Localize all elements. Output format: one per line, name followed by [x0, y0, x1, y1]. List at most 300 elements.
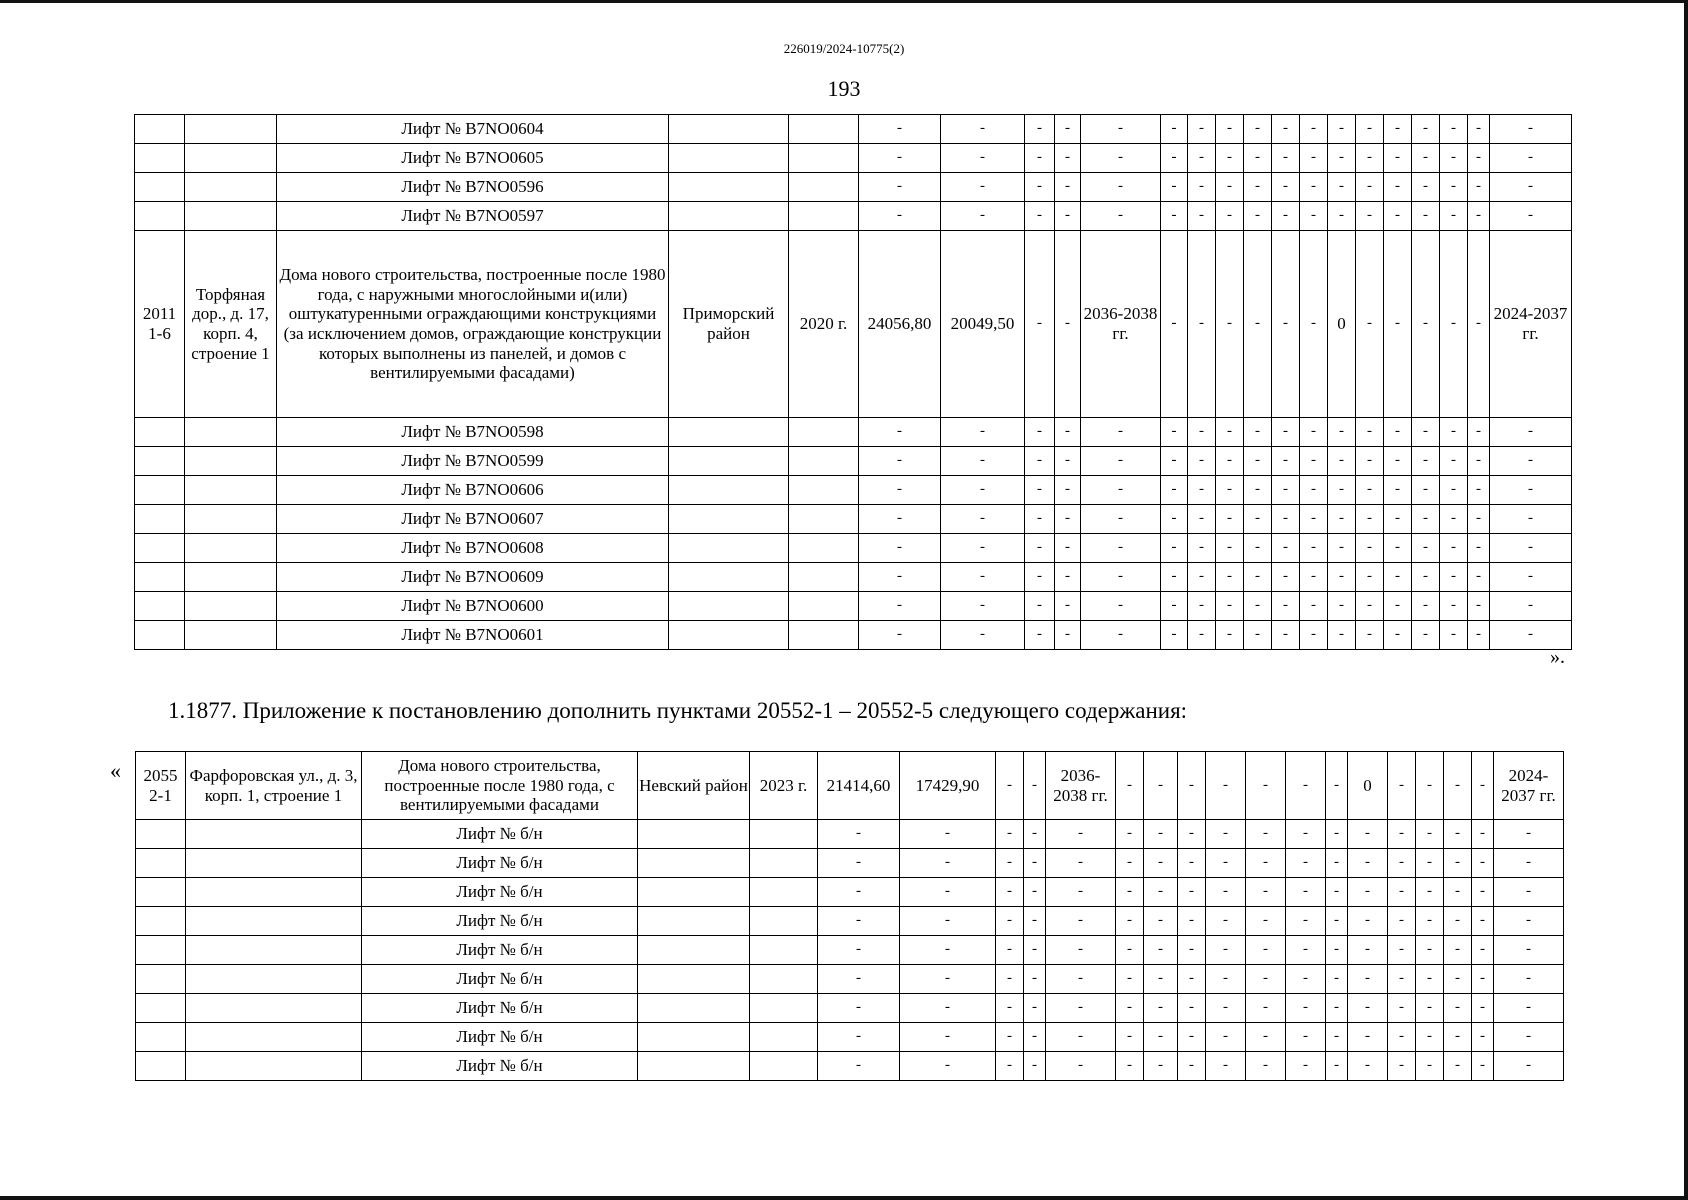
- dash-cell: -: [859, 476, 941, 505]
- dash-cell: -: [1055, 476, 1081, 505]
- dash-cell: -: [1348, 936, 1388, 965]
- dash-cell: -: [1300, 505, 1328, 534]
- dash-cell: -: [818, 878, 900, 907]
- dash-cell: -: [1356, 144, 1384, 173]
- lift-label: Лифт № В7NO0600: [277, 592, 669, 621]
- dash-cell: -: [1468, 534, 1490, 563]
- page-border-bottom: [0, 1196, 1688, 1200]
- empty-cell: [135, 476, 185, 505]
- dash-cell: -: [1468, 447, 1490, 476]
- dash-cell: -: [1246, 936, 1286, 965]
- lift-label: Лифт № В7NO0608: [277, 534, 669, 563]
- lift-label: Лифт № б/н: [362, 994, 638, 1023]
- empty-cell: [186, 1052, 362, 1081]
- table-row-lift: [135, 115, 1572, 144]
- page-border-top: [0, 0, 1688, 3]
- table-row-lift: [136, 965, 1564, 994]
- dash-cell: -: [1046, 965, 1116, 994]
- dash-cell: -: [1472, 820, 1494, 849]
- dash-cell: -: [1468, 563, 1490, 592]
- dash-cell: -: [1025, 418, 1055, 447]
- dash-cell: -: [1468, 621, 1490, 650]
- dash-cell: -: [1472, 1052, 1494, 1081]
- dash-cell: -: [1206, 907, 1246, 936]
- dash-cell: -: [1081, 144, 1161, 173]
- dash-cell: -: [941, 418, 1025, 447]
- empty-cell: [185, 173, 277, 202]
- dash-cell: -: [1025, 144, 1055, 173]
- dash-cell: -: [1388, 1023, 1416, 1052]
- dash-cell: -: [859, 592, 941, 621]
- dash-cell: -: [996, 849, 1024, 878]
- dash-cell: -: [1244, 563, 1272, 592]
- dash-cell: -: [1178, 907, 1206, 936]
- dash-cell: -: [1490, 563, 1572, 592]
- dash-cell: -: [1348, 907, 1388, 936]
- dash-cell: -: [1246, 878, 1286, 907]
- table-row-lift: [135, 476, 1572, 505]
- dash-cell: -: [900, 849, 996, 878]
- zero-cell: 0: [1348, 752, 1388, 820]
- dash-cell: -: [859, 563, 941, 592]
- dash-cell: -: [1161, 173, 1188, 202]
- dash-cell: -: [900, 1052, 996, 1081]
- dash-cell: -: [1468, 144, 1490, 173]
- empty-cell: [789, 534, 859, 563]
- dash-cell: -: [996, 820, 1024, 849]
- dash-cell: -: [1328, 447, 1356, 476]
- dash-cell: -: [1388, 752, 1416, 820]
- dash-cell: -: [1356, 173, 1384, 202]
- dash-cell: -: [859, 447, 941, 476]
- dash-cell: -: [1081, 202, 1161, 231]
- dash-cell: -: [1388, 878, 1416, 907]
- table-row-lift: [136, 994, 1564, 1023]
- dash-cell: -: [1468, 592, 1490, 621]
- dash-cell: -: [1328, 173, 1356, 202]
- dash-cell: -: [1328, 505, 1356, 534]
- dash-cell: -: [1081, 563, 1161, 592]
- dash-cell: -: [1244, 621, 1272, 650]
- dash-cell: -: [1356, 115, 1384, 144]
- empty-cell: [789, 621, 859, 650]
- dash-cell: -: [1416, 1023, 1444, 1052]
- dash-cell: -: [859, 534, 941, 563]
- empty-cell: [638, 849, 750, 878]
- dash-cell: -: [1494, 1052, 1564, 1081]
- dash-cell: -: [1144, 878, 1178, 907]
- dash-cell: -: [1468, 418, 1490, 447]
- empty-cell: [638, 1023, 750, 1052]
- lift-label: Лифт № б/н: [362, 820, 638, 849]
- dash-cell: -: [1206, 1023, 1246, 1052]
- empty-cell: [185, 202, 277, 231]
- dash-cell: -: [1326, 752, 1348, 820]
- empty-cell: [185, 621, 277, 650]
- dash-cell: -: [1024, 752, 1046, 820]
- housing-table-2: [135, 751, 1564, 1081]
- dash-cell: -: [996, 752, 1024, 820]
- dash-cell: -: [1356, 592, 1384, 621]
- dash-cell: -: [1144, 820, 1178, 849]
- dash-cell: -: [1046, 936, 1116, 965]
- dash-cell: -: [1440, 563, 1468, 592]
- dash-cell: -: [1161, 202, 1188, 231]
- dash-cell: -: [1144, 907, 1178, 936]
- dash-cell: -: [1326, 849, 1348, 878]
- dash-cell: -: [941, 505, 1025, 534]
- dash-cell: -: [1348, 1023, 1388, 1052]
- dash-cell: -: [1206, 849, 1246, 878]
- dash-cell: -: [1494, 907, 1564, 936]
- dash-cell: -: [941, 144, 1025, 173]
- table-row-lift: [135, 202, 1572, 231]
- dash-cell: -: [1472, 1023, 1494, 1052]
- dash-cell: -: [996, 878, 1024, 907]
- dash-cell: -: [1286, 1052, 1326, 1081]
- dash-cell: -: [1348, 878, 1388, 907]
- area-total-cell: 21414,60: [818, 752, 900, 820]
- dash-cell: -: [1300, 476, 1328, 505]
- dash-cell: -: [859, 144, 941, 173]
- lift-label: Лифт № В7NO0601: [277, 621, 669, 650]
- dash-cell: -: [1244, 202, 1272, 231]
- dash-cell: -: [1244, 173, 1272, 202]
- dash-cell: -: [1024, 820, 1046, 849]
- dash-cell: -: [1081, 447, 1161, 476]
- dash-cell: -: [1356, 534, 1384, 563]
- table-row-lift: [136, 907, 1564, 936]
- dash-cell: -: [996, 936, 1024, 965]
- dash-cell: -: [1444, 1023, 1472, 1052]
- empty-cell: [185, 476, 277, 505]
- dash-cell: -: [941, 115, 1025, 144]
- dash-cell: -: [1490, 418, 1572, 447]
- dash-cell: -: [1472, 994, 1494, 1023]
- dash-cell: -: [1046, 994, 1116, 1023]
- dash-cell: -: [1416, 965, 1444, 994]
- dash-cell: -: [1024, 994, 1046, 1023]
- amendment-paragraph: 1.1877. Приложение к постановлению дополнить пунктами 20552-1 – 20552-5 следующего содержания:: [168, 698, 1188, 723]
- dash-cell: -: [1494, 849, 1564, 878]
- dash-cell: -: [1388, 849, 1416, 878]
- dash-cell: -: [859, 505, 941, 534]
- dash-cell: -: [1384, 563, 1412, 592]
- empty-cell: [750, 1023, 818, 1052]
- dash-cell: -: [1384, 476, 1412, 505]
- empty-cell: [135, 534, 185, 563]
- empty-cell: [185, 447, 277, 476]
- dash-cell: -: [1300, 563, 1328, 592]
- dash-cell: -: [1216, 476, 1244, 505]
- dash-cell: -: [1356, 447, 1384, 476]
- dash-cell: -: [818, 1023, 900, 1052]
- lift-label: Лифт № б/н: [362, 907, 638, 936]
- dash-cell: -: [1494, 1023, 1564, 1052]
- dash-cell: -: [1494, 878, 1564, 907]
- dash-cell: -: [1188, 231, 1216, 418]
- dash-cell: -: [1161, 505, 1188, 534]
- dash-cell: -: [1188, 173, 1216, 202]
- empty-cell: [136, 849, 186, 878]
- dash-cell: -: [818, 936, 900, 965]
- dash-cell: -: [1412, 144, 1440, 173]
- dash-cell: -: [1412, 115, 1440, 144]
- empty-cell: [185, 115, 277, 144]
- dash-cell: -: [1244, 447, 1272, 476]
- year-cell: 2020 г.: [789, 231, 859, 418]
- dash-cell: -: [1328, 115, 1356, 144]
- dash-cell: -: [859, 115, 941, 144]
- empty-cell: [669, 505, 789, 534]
- dash-cell: -: [1328, 418, 1356, 447]
- dash-cell: -: [1286, 878, 1326, 907]
- table-row-lift: [135, 505, 1572, 534]
- dash-cell: -: [1161, 592, 1188, 621]
- empty-cell: [135, 505, 185, 534]
- dash-cell: -: [1440, 144, 1468, 173]
- dash-cell: -: [1490, 476, 1572, 505]
- dash-cell: -: [1055, 231, 1081, 418]
- dash-cell: -: [1348, 849, 1388, 878]
- empty-cell: [186, 820, 362, 849]
- empty-cell: [669, 621, 789, 650]
- dash-cell: -: [1188, 115, 1216, 144]
- dash-cell: -: [1472, 878, 1494, 907]
- dash-cell: -: [1384, 115, 1412, 144]
- empty-cell: [669, 202, 789, 231]
- empty-cell: [135, 202, 185, 231]
- dash-cell: -: [818, 994, 900, 1023]
- dash-cell: -: [1206, 820, 1246, 849]
- dash-cell: -: [1444, 878, 1472, 907]
- dash-cell: -: [1444, 1052, 1472, 1081]
- dash-cell: -: [1055, 418, 1081, 447]
- dash-cell: -: [1216, 173, 1244, 202]
- dash-cell: -: [1494, 994, 1564, 1023]
- empty-cell: [638, 820, 750, 849]
- dash-cell: -: [1206, 965, 1246, 994]
- dash-cell: -: [859, 202, 941, 231]
- dash-cell: -: [1416, 752, 1444, 820]
- dash-cell: -: [1348, 820, 1388, 849]
- dash-cell: -: [1246, 849, 1286, 878]
- dash-cell: -: [1440, 418, 1468, 447]
- dash-cell: -: [1356, 231, 1384, 418]
- dash-cell: -: [859, 621, 941, 650]
- dash-cell: -: [1144, 965, 1178, 994]
- dash-cell: -: [1025, 592, 1055, 621]
- dash-cell: -: [1326, 820, 1348, 849]
- dash-cell: -: [1144, 1052, 1178, 1081]
- dash-cell: -: [1468, 173, 1490, 202]
- empty-cell: [186, 849, 362, 878]
- dash-cell: -: [1178, 994, 1206, 1023]
- table-row-lift: [135, 418, 1572, 447]
- dash-cell: -: [1216, 202, 1244, 231]
- empty-cell: [185, 563, 277, 592]
- dash-cell: -: [1161, 563, 1188, 592]
- dash-cell: -: [1206, 878, 1246, 907]
- dash-cell: -: [1046, 1052, 1116, 1081]
- empty-cell: [185, 144, 277, 173]
- dash-cell: -: [900, 994, 996, 1023]
- lift-label: Лифт № б/н: [362, 1052, 638, 1081]
- dash-cell: -: [818, 907, 900, 936]
- dash-cell: -: [1412, 505, 1440, 534]
- dash-cell: -: [1440, 202, 1468, 231]
- dash-cell: -: [1206, 936, 1246, 965]
- dash-cell: -: [1494, 820, 1564, 849]
- dash-cell: -: [1440, 115, 1468, 144]
- empty-cell: [750, 849, 818, 878]
- empty-cell: [135, 418, 185, 447]
- dash-cell: -: [941, 173, 1025, 202]
- dash-cell: -: [1490, 202, 1572, 231]
- dash-cell: -: [1440, 505, 1468, 534]
- address-cell: Фарфоровская ул., д. 3, корп. 1, строение 1: [186, 752, 362, 820]
- opening-quote: «: [110, 758, 121, 783]
- dash-cell: -: [1046, 878, 1116, 907]
- dash-cell: -: [1300, 418, 1328, 447]
- dash-cell: -: [1116, 820, 1144, 849]
- dash-cell: -: [1161, 447, 1188, 476]
- dash-cell: -: [1416, 936, 1444, 965]
- empty-cell: [669, 592, 789, 621]
- empty-cell: [638, 936, 750, 965]
- table-row-lift: [136, 936, 1564, 965]
- dash-cell: -: [1490, 534, 1572, 563]
- dash-cell: -: [1081, 115, 1161, 144]
- dash-cell: -: [1188, 418, 1216, 447]
- empty-cell: [185, 592, 277, 621]
- dash-cell: -: [1116, 752, 1144, 820]
- dash-cell: -: [1144, 752, 1178, 820]
- empty-cell: [186, 878, 362, 907]
- empty-cell: [789, 563, 859, 592]
- dash-cell: -: [900, 907, 996, 936]
- dash-cell: -: [1081, 173, 1161, 202]
- empty-cell: [186, 936, 362, 965]
- dash-cell: -: [1412, 173, 1440, 202]
- area-total-cell: 24056,80: [859, 231, 941, 418]
- dash-cell: -: [1300, 173, 1328, 202]
- dash-cell: -: [1188, 505, 1216, 534]
- dash-cell: -: [1024, 1023, 1046, 1052]
- empty-cell: [789, 173, 859, 202]
- dash-cell: -: [1440, 534, 1468, 563]
- dash-cell: -: [1328, 592, 1356, 621]
- empty-cell: [135, 173, 185, 202]
- empty-cell: [669, 418, 789, 447]
- dash-cell: -: [1188, 447, 1216, 476]
- dash-cell: -: [1025, 173, 1055, 202]
- dash-cell: -: [1494, 936, 1564, 965]
- empty-cell: [789, 202, 859, 231]
- dash-cell: -: [1055, 592, 1081, 621]
- dash-cell: -: [1244, 231, 1272, 418]
- dash-cell: -: [1348, 1052, 1388, 1081]
- dash-cell: -: [941, 592, 1025, 621]
- empty-cell: [789, 447, 859, 476]
- page-border-right: [1684, 0, 1688, 1200]
- empty-cell: [136, 907, 186, 936]
- dash-cell: -: [1440, 592, 1468, 621]
- dash-cell: -: [1144, 849, 1178, 878]
- dash-cell: -: [1286, 994, 1326, 1023]
- dash-cell: -: [818, 849, 900, 878]
- dash-cell: -: [941, 202, 1025, 231]
- dash-cell: -: [1468, 231, 1490, 418]
- empty-cell: [789, 115, 859, 144]
- empty-cell: [638, 1052, 750, 1081]
- dash-cell: -: [1384, 173, 1412, 202]
- empty-cell: [135, 115, 185, 144]
- dash-cell: -: [1116, 1023, 1144, 1052]
- dash-cell: -: [1025, 563, 1055, 592]
- dash-cell: -: [1300, 534, 1328, 563]
- dash-cell: -: [1300, 592, 1328, 621]
- empty-cell: [136, 994, 186, 1023]
- dash-cell: -: [1055, 173, 1081, 202]
- table-row-lift: [136, 1023, 1564, 1052]
- empty-cell: [135, 563, 185, 592]
- dash-cell: -: [1412, 563, 1440, 592]
- dash-cell: -: [1440, 621, 1468, 650]
- dash-cell: -: [1356, 476, 1384, 505]
- lift-label: Лифт № б/н: [362, 1023, 638, 1052]
- dash-cell: -: [1472, 936, 1494, 965]
- table-row-lift: [136, 1052, 1564, 1081]
- dash-cell: -: [1055, 202, 1081, 231]
- dash-cell: -: [1055, 505, 1081, 534]
- dash-cell: -: [1244, 592, 1272, 621]
- dash-cell: -: [1326, 936, 1348, 965]
- table-row-main: [135, 231, 1572, 418]
- dash-cell: -: [1444, 965, 1472, 994]
- dash-cell: -: [941, 476, 1025, 505]
- dash-cell: -: [1326, 878, 1348, 907]
- dash-cell: -: [900, 878, 996, 907]
- dash-cell: -: [1444, 994, 1472, 1023]
- last-period-cell: 2024-2037 гг.: [1490, 231, 1572, 418]
- dash-cell: -: [1472, 907, 1494, 936]
- dash-cell: -: [1468, 476, 1490, 505]
- dash-cell: -: [1178, 849, 1206, 878]
- dash-cell: -: [1272, 418, 1300, 447]
- empty-cell: [186, 994, 362, 1023]
- description-cell: Дома нового строительства, построенные после 1980 года, с наружными многослойными и(или) оштукатуренными ограждающими конструкциями (за исключением домов, ограждающие конструкции которых выполнены из панелей, и домов с вентилируемыми фасадами): [277, 231, 669, 418]
- dash-cell: -: [1356, 563, 1384, 592]
- empty-cell: [136, 820, 186, 849]
- dash-cell: -: [1244, 505, 1272, 534]
- dash-cell: -: [1490, 447, 1572, 476]
- dash-cell: -: [1286, 820, 1326, 849]
- dash-cell: -: [1286, 965, 1326, 994]
- dash-cell: -: [1444, 849, 1472, 878]
- dash-cell: -: [1188, 592, 1216, 621]
- dash-cell: -: [1356, 621, 1384, 650]
- dash-cell: -: [1216, 115, 1244, 144]
- dash-cell: -: [900, 820, 996, 849]
- dash-cell: -: [1384, 144, 1412, 173]
- dash-cell: -: [1472, 965, 1494, 994]
- dash-cell: -: [1384, 231, 1412, 418]
- dash-cell: -: [1216, 144, 1244, 173]
- dash-cell: -: [1216, 447, 1244, 476]
- dash-cell: -: [996, 1052, 1024, 1081]
- dash-cell: -: [1161, 144, 1188, 173]
